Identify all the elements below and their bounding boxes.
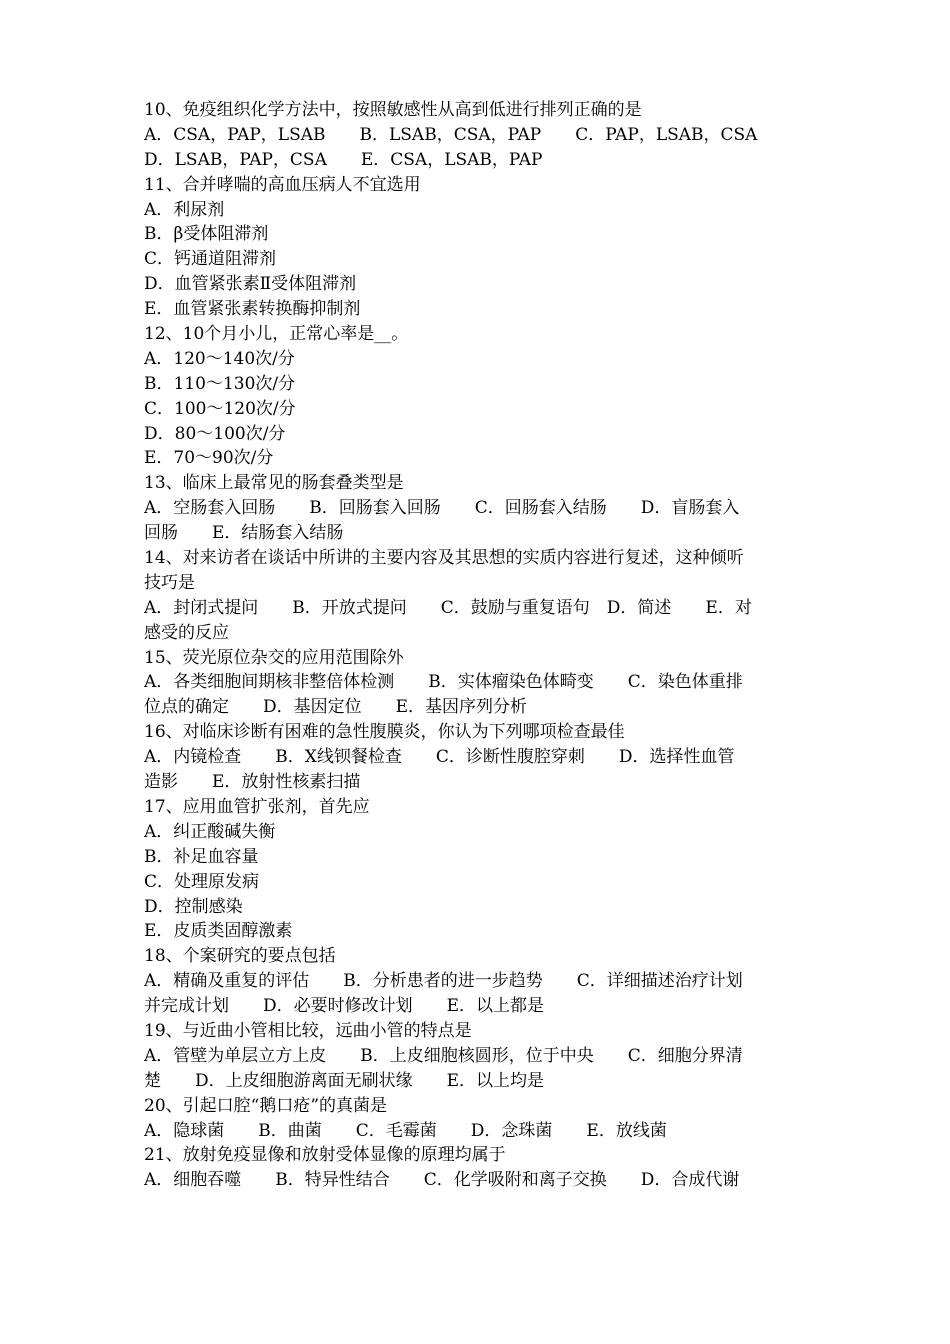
question-10-options: A．CSA，PAP，LSAB B．LSAB，CSA，PAP C．PAP，LSAB，CSA [144, 124, 758, 145]
question-11-option-a: A．利尿剂 [144, 199, 225, 220]
question-17-option-d: D．控制感染 [144, 896, 243, 917]
question-12-option-c: C．100～120次/分 [144, 398, 296, 419]
question-20-stem: 20、引起口腔“鹅口疮”的真菌是 [144, 1095, 388, 1116]
document-body [144, 98, 808, 1193]
question-14-options: 感受的反应 [144, 622, 229, 643]
question-17-option-e: E．皮质类固醇激素 [144, 921, 293, 942]
question-19-options: 楚 D．上皮细胞游离面无刷状缘 E．以上均是 [144, 1070, 545, 1091]
question-17-option-c: C．处理原发病 [144, 871, 260, 892]
question-17-option-b: B．补足血容量 [144, 846, 259, 867]
question-14-stem: 14、对来访者在谈话中所讲的主要内容及其思想的实质内容进行复述，这种倾听 [144, 548, 744, 569]
question-19-stem: 19、与近曲小管相比较，远曲小管的特点是 [144, 1020, 472, 1041]
question-11-option-b: B．β受体阻滞剂 [144, 224, 269, 245]
question-17-option-a: A．纠正酸碱失衡 [144, 821, 276, 842]
question-14-options: A．封闭式提问 B．开放式提问 C．鼓励与重复语句 D．简述 E．对 [144, 597, 752, 618]
question-13-options: 回肠 E．结肠套入结肠 [144, 523, 344, 544]
question-20-options: A．隐球菌 B．曲菌 C．毛霉菌 D．念珠菌 E．放线菌 [144, 1120, 667, 1141]
question-12-option-b: B．110～130次/分 [144, 373, 296, 394]
question-10-options: D．LSAB，PAP，CSA E．CSA，LSAB，PAP [144, 149, 543, 170]
question-21-stem: 21、放射免疫显像和放射受体显像的原理均属于 [144, 1145, 506, 1166]
question-16-stem: 16、对临床诊断有困难的急性腹膜炎，你认为下列哪项检查最佳 [144, 722, 625, 743]
question-10-stem: 10、免疫组织化学方法中，按照敏感性从高到低进行排列正确的是 [144, 100, 642, 120]
question-11-stem: 11、合并哮喘的高血压病人不宜选用 [144, 174, 421, 195]
question-18-options: 并完成计划 D．必要时修改计划 E．以上都是 [144, 996, 545, 1017]
question-16-options: A．内镜检查 B．X线钡餐检查 C．诊断性腹腔穿刺 D．选择性血管 [144, 747, 735, 768]
question-15-stem: 15、荧光原位杂交的应用范围除外 [144, 647, 404, 668]
question-12-option-e: E．70～90次/分 [144, 448, 274, 469]
question-15-options: A．各类细胞间期核非整倍体检测 B．实体瘤染色体畸变 C．染色体重排 [144, 672, 743, 693]
question-19-options: A．管壁为单层立方上皮 B．上皮细胞核圆形，位于中央 C．细胞分界清 [144, 1045, 743, 1066]
question-11-option-e: E．血管紧张素转换酶抑制剂 [144, 299, 361, 320]
question-12-stem: 12、10个月小儿，正常心率是__。 [144, 324, 409, 345]
question-14-stem: 技巧是 [144, 572, 195, 593]
question-21-options: A．细胞吞噬 B．特异性结合 C．化学吸附和离子交换 D．合成代谢 [144, 1170, 740, 1191]
question-11-option-c: C．钙通道阻滞剂 [144, 249, 277, 270]
question-16-options: 造影 E．放射性核素扫描 [144, 772, 361, 793]
question-12-option-d: D．80～100次/分 [144, 423, 286, 444]
question-17-stem: 17、应用血管扩张剂，首先应 [144, 796, 370, 817]
question-15-options: 位点的确定 D．基因定位 E．基因序列分析 [144, 697, 528, 718]
question-11-option-d: D．血管紧张素Ⅱ受体阻滞剂 [144, 274, 357, 295]
question-13-options: A．空肠套入回肠 B．回肠套入回肠 C．回肠套入结肠 D．盲肠套入 [144, 498, 740, 519]
question-13-stem: 13、临床上最常见的肠套叠类型是 [144, 473, 404, 494]
question-18-stem: 18、个案研究的要点包括 [144, 946, 336, 967]
question-18-options: A．精确及重复的评估 B．分析患者的进一步趋势 C．详细描述治疗计划 [144, 971, 743, 992]
question-12-option-a: A．120～140次/分 [144, 348, 295, 369]
